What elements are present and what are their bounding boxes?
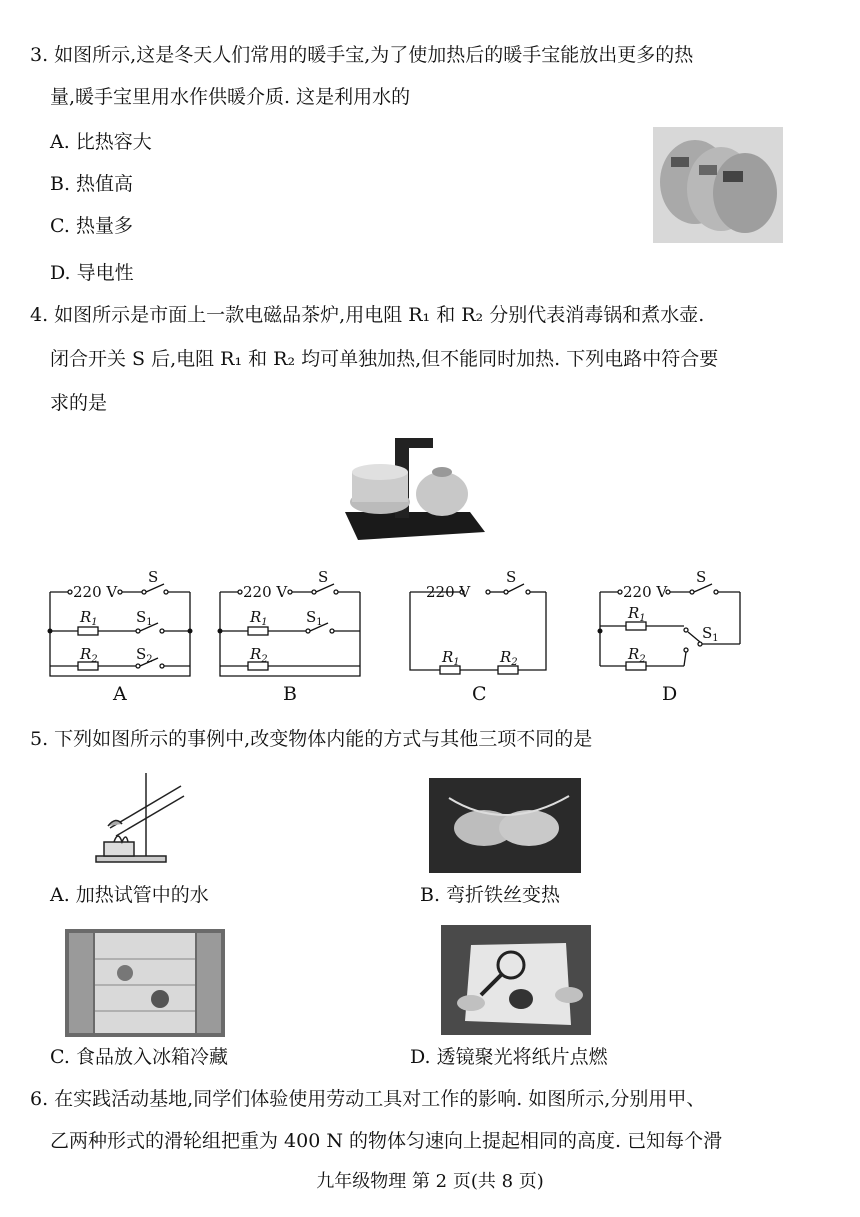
svg-text:220 V: 220 V bbox=[426, 583, 471, 601]
svg-text:220 V: 220 V bbox=[243, 583, 288, 601]
svg-text:220 V: 220 V bbox=[623, 583, 668, 601]
svg-text:S1: $S_1$ bbox=[702, 624, 719, 644]
q5-stem-line1: 5. 下列如图所示的事例中,改变物体内能的方式与其他三项不同的是 bbox=[30, 728, 593, 750]
svg-text:R2: $R_2$ bbox=[628, 645, 646, 665]
q4-stem-line1: 4. 如图所示是市面上一款电磁品茶炉,用电阻 R₁ 和 R₂ 分别代表消毒锅和煮水壶. bbox=[30, 304, 705, 326]
tea-stove-photo bbox=[340, 432, 490, 548]
q5-caption-a: A. 加热试管中的水 bbox=[50, 884, 209, 906]
svg-text:R2: $R_2$ bbox=[250, 645, 268, 665]
circuit-label-c: C bbox=[472, 683, 487, 705]
refrigerator-photo bbox=[65, 929, 225, 1037]
test-tube-heating-illustration bbox=[86, 768, 186, 868]
bending-wire-photo bbox=[429, 778, 581, 873]
circuit-a-voltage: 220 V bbox=[73, 583, 118, 601]
svg-text:S2: $S_2$ bbox=[136, 645, 153, 665]
q6-stem-line1: 6. 在实践活动基地,同学们体验使用劳动工具对工作的影响. 如图所示,分别用甲、 bbox=[30, 1088, 706, 1110]
circuit-label-b: B bbox=[283, 683, 297, 705]
svg-text:S1: $S_1$ bbox=[306, 608, 323, 628]
q5-caption-d: D. 透镜聚光将纸片点燃 bbox=[410, 1046, 608, 1068]
q3-stem-line1: 3. 如图所示,这是冬天人们常用的暖手宝,为了使加热后的暖手宝能放出更多的热 bbox=[30, 44, 694, 66]
circuit-diagrams bbox=[40, 570, 840, 680]
q3-stem-line2: 量,暖手宝里用水作供暖介质. 这是利用水的 bbox=[50, 86, 411, 108]
svg-text:S: S bbox=[696, 570, 707, 586]
circuit-a bbox=[50, 584, 190, 676]
svg-text:R1: $R_1$ bbox=[628, 604, 646, 624]
q3-option-c: C. 热量多 bbox=[50, 215, 133, 237]
circuit-label-d: D bbox=[662, 683, 678, 705]
page-footer: 九年级物理 第 2 页(共 8 页) bbox=[316, 1171, 544, 1192]
svg-text:R2: $R_2$ bbox=[500, 648, 518, 668]
circuit-a-switch-s: S bbox=[148, 570, 159, 586]
q5-caption-c: C. 食品放入冰箱冷藏 bbox=[50, 1046, 228, 1068]
q3-option-b: B. 热值高 bbox=[50, 173, 134, 195]
q4-stem-line2: 闭合开关 S 后,电阻 R₁ 和 R₂ 均可单独加热,但不能同时加热. 下列电路中符合要 bbox=[50, 348, 719, 370]
magnifier-burning-paper-photo bbox=[441, 925, 591, 1035]
q3-option-d: D. 导电性 bbox=[50, 262, 134, 284]
svg-text:R2: $R_2$ bbox=[80, 645, 98, 665]
svg-text:S: S bbox=[506, 570, 517, 586]
circuit-label-a: A bbox=[113, 683, 127, 705]
circuit-b bbox=[220, 584, 360, 676]
svg-text:R1: $R_1$ bbox=[250, 608, 268, 628]
svg-text:S1: $S_1$ bbox=[136, 608, 153, 628]
svg-text:S: S bbox=[318, 570, 329, 586]
circuit-d bbox=[600, 584, 740, 670]
q3-option-a: A. 比热容大 bbox=[50, 131, 152, 153]
q6-stem-line2: 乙两种形式的滑轮组把重为 400 N 的物体匀速向上提起相同的高度. 已知每个滑 bbox=[50, 1130, 723, 1152]
svg-text:R1: $R_1$ bbox=[442, 648, 460, 668]
hand-warmer-photo bbox=[653, 127, 783, 243]
svg-text:R1: $R_1$ bbox=[80, 608, 98, 628]
q4-stem-line3: 求的是 bbox=[50, 392, 108, 414]
q5-caption-b: B. 弯折铁丝变热 bbox=[420, 884, 561, 906]
